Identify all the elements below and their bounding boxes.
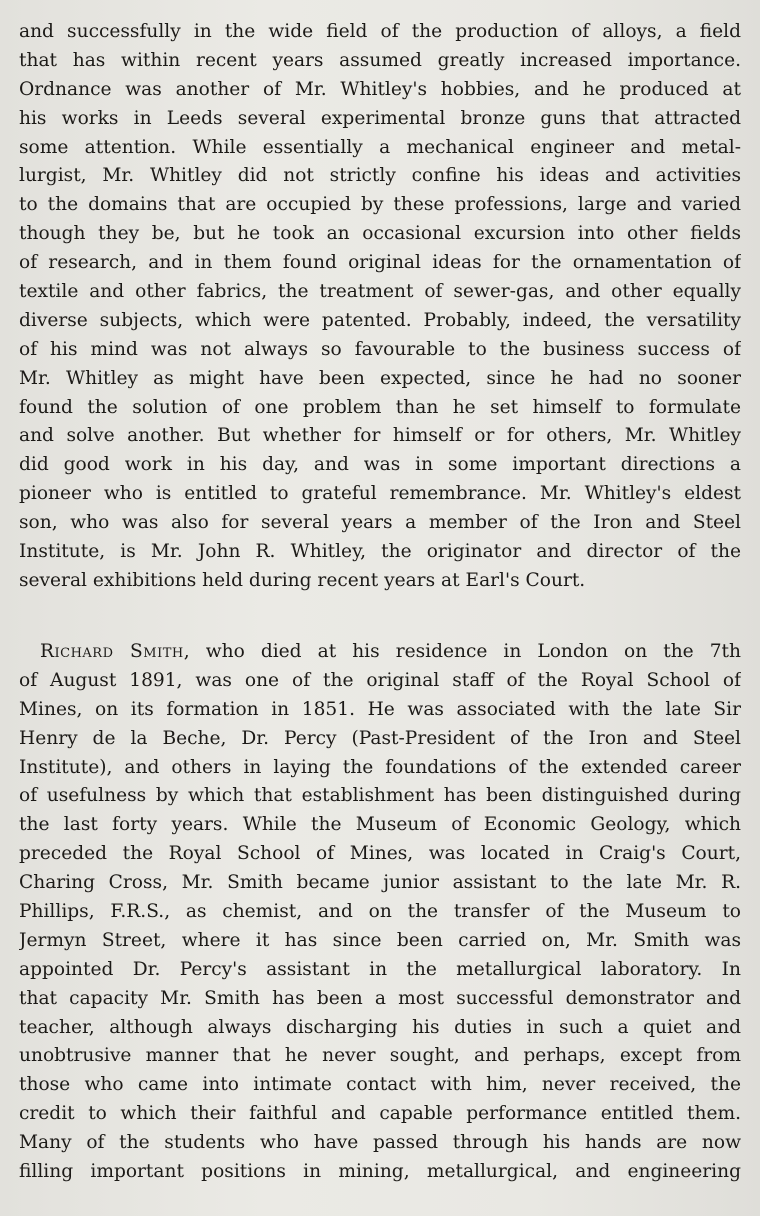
text-line: of August 1891, was one of the original staff of the Royal School of xyxy=(19,669,741,691)
text-line: appointed Dr. Percy's assistant in the metallurgical laboratory. In xyxy=(19,958,741,980)
text-line: pioneer who is entitled to grateful remembrance. Mr. Whitley's eldest xyxy=(19,483,741,505)
text-line: found the solution of one problem than he set himself to formulate xyxy=(19,396,741,418)
text-line: of his mind was not always so favourable to the business success of xyxy=(19,338,741,360)
text-line: did good work in his day, and was in some important directions a xyxy=(19,454,741,476)
text-line: though they be, but he took an occasional excursion into other fields xyxy=(19,223,741,245)
text-line: Henry de la Beche, Dr. Percy (Past-President of the Iron and Steel xyxy=(19,727,741,749)
first-line-rest: , who died at his residence in London on the 7th xyxy=(183,641,741,662)
text-line: those who came into intimate contact with him, never received, the xyxy=(19,1074,741,1096)
text-line-first xyxy=(19,638,741,667)
text-line: son, who was also for several years a member of the Iron and Steel xyxy=(19,512,741,534)
text-line: Ordnance was another of Mr. Whitley's hobbies, and he produced at xyxy=(19,78,741,100)
text-line: and successfully in the wide field of the production of alloys, a field xyxy=(19,21,741,42)
text-line: filling important positions in mining, metallurgical, and engineering xyxy=(19,1161,741,1183)
text-line: of usefulness by which that establishment has been distinguished during xyxy=(19,785,741,807)
text-line: Many of the students who have passed through his hands are now xyxy=(19,1132,741,1154)
text-line: Charing Cross, Mr. Smith became junior assistant to the late Mr. R. xyxy=(19,872,741,894)
text-line: Institute, is Mr. John R. Whitley, the originator and director of the xyxy=(19,541,741,563)
text-line: Phillips, F.R.S., as chemist, and on the transfer of the Museum to xyxy=(19,901,741,923)
text-line: diverse subjects, which were patented. Probably, indeed, the versatility xyxy=(19,309,741,331)
text-line: lurgist, Mr. Whitley did not strictly confine his ideas and activities xyxy=(19,165,741,187)
text-line: credit to which their faithful and capable performance entitled them. xyxy=(19,1103,741,1125)
obituary-name: Richard Smith xyxy=(40,641,184,662)
text-line: Institute), and others in laying the foundations of the extended career xyxy=(19,756,741,778)
text-line: Mines, on its formation in 1851. He was associated with the late Sir xyxy=(19,698,741,720)
text-line: and solve another. But whether for himself or for others, Mr. Whitley xyxy=(19,425,741,447)
text-line: to the domains that are occupied by these professions, large and varied xyxy=(19,194,741,216)
text-line: his works in Leeds several experimental bronze guns that attracted xyxy=(19,107,741,129)
text-line: unobtrusive manner that he never sought, and perhaps, except from xyxy=(19,1045,741,1067)
text-line: teacher, although always discharging his duties in such a quiet and xyxy=(19,1016,741,1038)
text-line: that capacity Mr. Smith has been a most successful demonstrator and xyxy=(19,987,741,1009)
text-line: Jermyn Street, where it has since been carried on, Mr. Smith was xyxy=(19,929,741,951)
text-line: Mr. Whitley as might have been expected, since he had no sooner xyxy=(19,367,741,389)
paragraph-whitley xyxy=(19,18,741,596)
text-line: some attention. While essentially a mechanical engineer and metal- xyxy=(19,136,741,158)
paragraph-richard-smith xyxy=(19,638,741,1187)
text-line: preceded the Royal School of Mines, was located in Craig's Court, xyxy=(19,843,741,865)
text-line: textile and other fabrics, the treatment of sewer-gas, and other equally xyxy=(19,281,741,303)
text-line: the last forty years. While the Museum of Economic Geology, which xyxy=(19,814,741,836)
text-line: that has within recent years assumed greatly increased importance. xyxy=(19,49,741,71)
text-line: of research, and in them found original ideas for the ornamentation of xyxy=(19,252,741,274)
text-line: several exhibitions held during recent years at Earl's Court. xyxy=(19,569,586,591)
